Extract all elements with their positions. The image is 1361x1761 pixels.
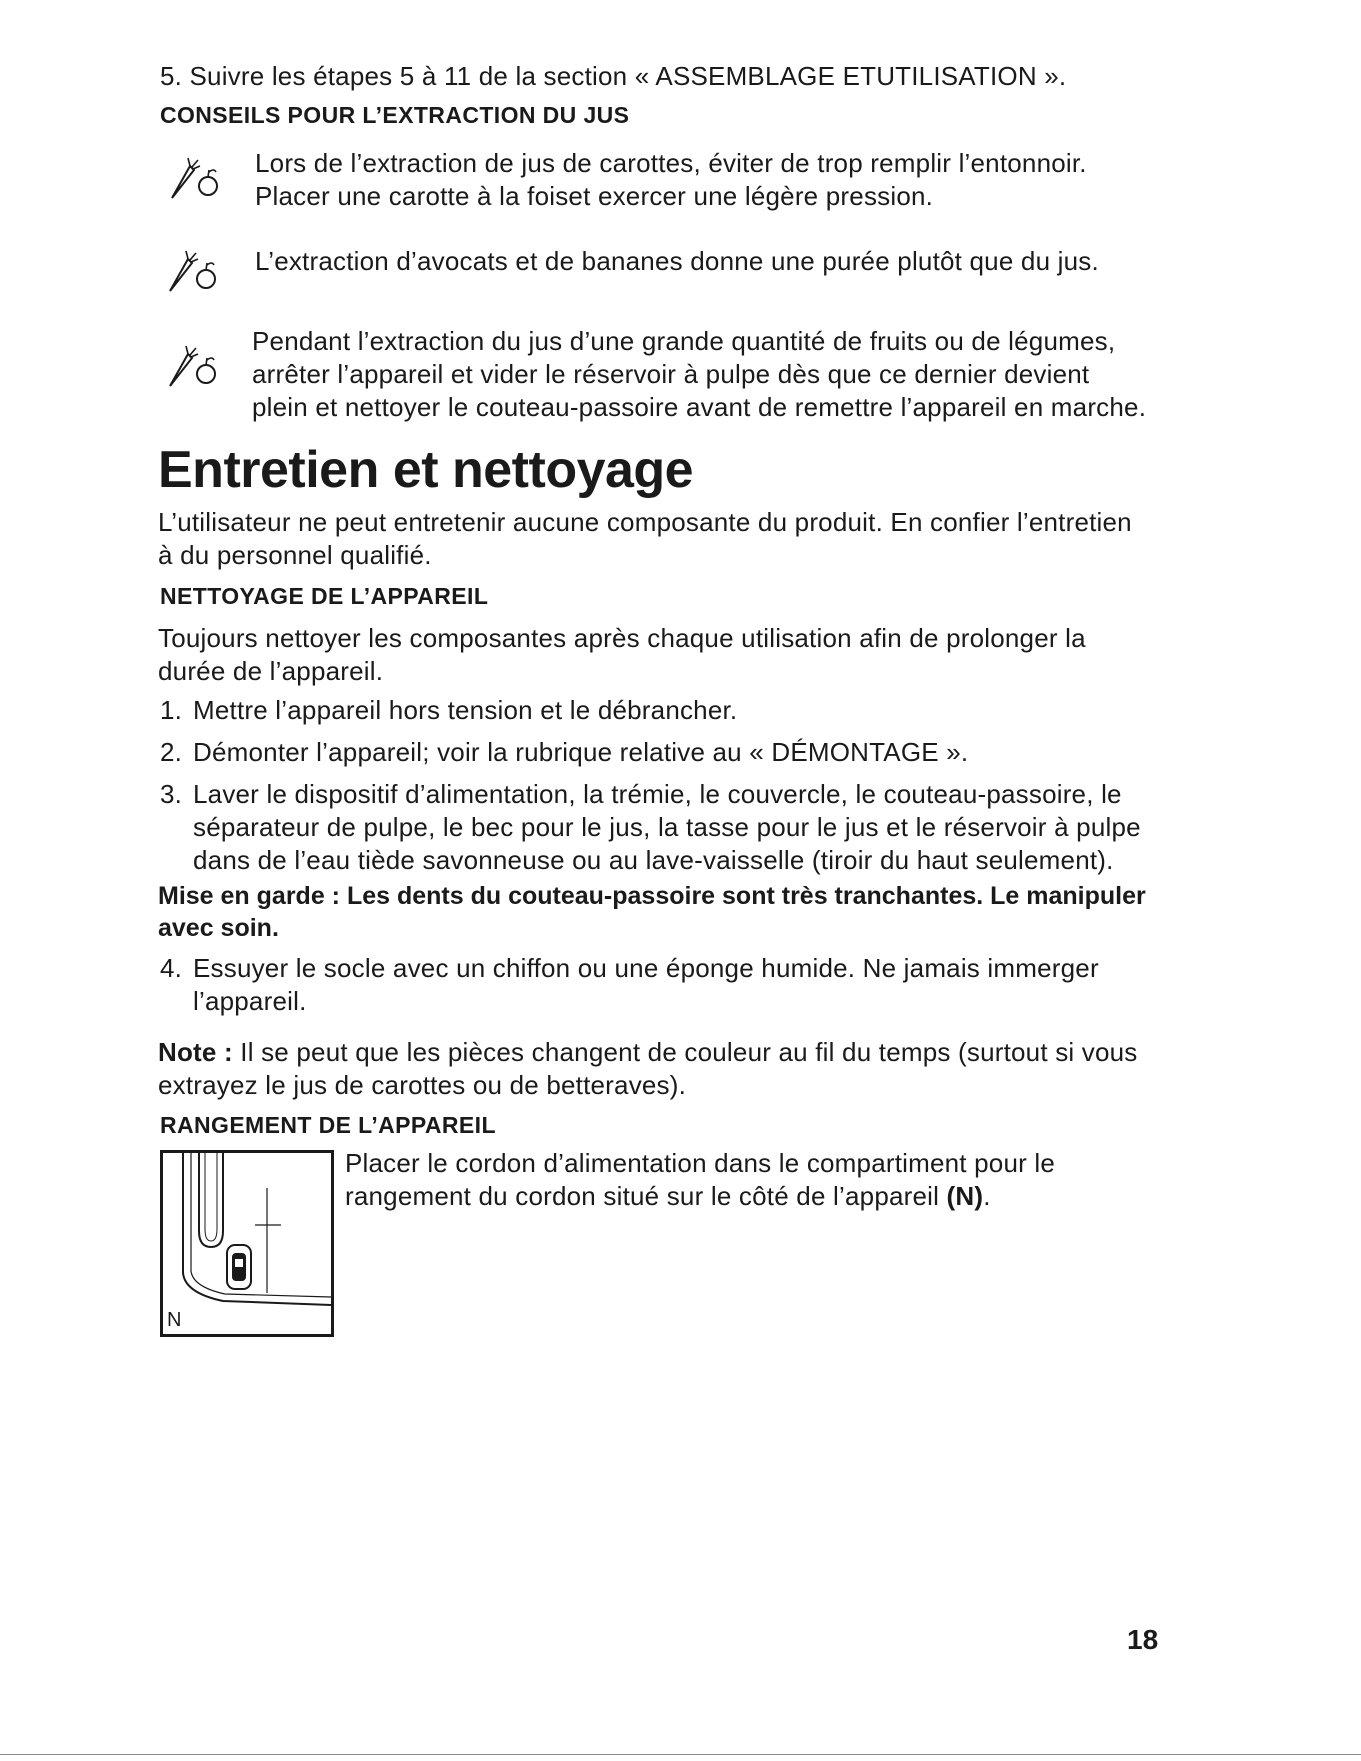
- tip-1: [255, 147, 1087, 213]
- page-number: 18: [1127, 1624, 1159, 1655]
- step-5: 5. Suivre les étapes 5 à 11 de la section « ASSEMBLAGE ETUTILISATION ».: [160, 61, 1067, 91]
- warning-line-2: avec soin.: [158, 914, 279, 942]
- nettoyage-intro-line-1: Toujours nettoyer les composantes après chaque utilisation afin de prolonger la: [158, 623, 1086, 653]
- step-1: [160, 694, 1170, 727]
- step-number: 2.: [160, 737, 183, 767]
- step-number: 1.: [160, 695, 183, 725]
- nettoyage-heading: NETTOYAGE DE L’APPAREIL: [160, 583, 489, 609]
- rangement-line-2: rangement du cordon situé sur le côté de l’appareil (N).: [345, 1181, 991, 1211]
- tip-1-line-1: Lors de l’extraction de jus de carottes, éviter de trop remplir l’entonnoir.: [255, 148, 1087, 178]
- rangement-heading: RANGEMENT DE L’APPAREIL: [160, 1112, 496, 1138]
- note: [158, 1036, 1138, 1102]
- step-2: [160, 736, 1170, 769]
- figure-label-n: N: [167, 1309, 182, 1331]
- step-number: 4.: [160, 953, 183, 983]
- entretien-intro: [158, 506, 1132, 572]
- nettoyage-intro: [158, 622, 1086, 688]
- note-text-2: extrayez le jus de carottes ou de betteraves).: [158, 1070, 687, 1100]
- tip-3-line-1: Pendant l’extraction du jus d’une grande quantité de fruits ou de légumes,: [252, 326, 1116, 356]
- warning-callout: [158, 880, 1146, 944]
- tip-3: [252, 325, 1146, 424]
- warning-line-1: Mise en garde : Les dents du couteau-passoire sont très tranchantes. Le manipuler: [158, 882, 1146, 910]
- conseils-heading: CONSEILS POUR L’EXTRACTION DU JUS: [160, 102, 630, 128]
- step-number: 3.: [160, 779, 183, 809]
- carrot-apple-icon: [166, 340, 222, 390]
- tip-1-line-2: Placer une carotte à la foiset exercer une légère pression.: [255, 181, 934, 211]
- nettoyage-intro-line-2: durée de l’appareil.: [158, 656, 384, 686]
- carrot-apple-icon: [166, 245, 222, 295]
- tip-3-line-3: plein et nettoyer le couteau-passoire avant de remettre l’appareil en marche.: [252, 392, 1147, 422]
- step-text: Démonter l’appareil; voir la rubrique relative au « DÉMONTAGE ».: [193, 737, 969, 767]
- tip-2: [255, 245, 1099, 278]
- note-label: Note :: [158, 1037, 233, 1067]
- section-title: Entretien et nettoyage: [158, 441, 694, 499]
- step-text: Essuyer le socle avec un chiffon ou une éponge humide. Ne jamais immerger: [193, 953, 1099, 983]
- entretien-intro-line-1: L’utilisateur ne peut entretenir aucune composante du produit. En confier l’entretien: [158, 507, 1132, 537]
- entretien-intro-line-2: à du personnel qualifié.: [158, 540, 432, 570]
- step-text: Mettre l’appareil hors tension et le débrancher.: [193, 695, 738, 725]
- appliance-side-illustration: [163, 1153, 331, 1334]
- carrot-apple-icon: [168, 152, 224, 202]
- step-3: [160, 778, 1170, 877]
- step-4: [160, 952, 1099, 1018]
- rangement-text: [345, 1147, 1055, 1213]
- rangement-line-1: Placer le cordon d’alimentation dans le compartiment pour le: [345, 1148, 1056, 1178]
- step-text: séparateur de pulpe, le bec pour le jus, la tasse pour le jus et le réservoir à pulpe: [193, 812, 1141, 842]
- bottom-rule: [0, 1754, 1361, 1755]
- figure-ref-n: (N): [946, 1181, 984, 1211]
- figure-cord-storage: [160, 1150, 334, 1337]
- step-text: Laver le dispositif d’alimentation, la trémie, le couvercle, le couteau-passoire, le: [193, 779, 1122, 809]
- cleaning-steps: [160, 694, 1170, 877]
- tip-2-line-1: L’extraction d’avocats et de bananes donne une purée plutôt que du jus.: [255, 246, 1099, 276]
- note-text-1: Il se peut que les pièces changent de couleur au fil du temps (surtout si vous: [232, 1037, 1138, 1067]
- step-text: l’appareil.: [193, 986, 307, 1016]
- step-text: dans de l’eau tiède savonneuse ou au lave-vaisselle (tiroir du haut seulement).: [193, 845, 1114, 875]
- tip-3-line-2: arrêter l’appareil et vider le réservoir à pulpe dès que ce dernier devient: [252, 359, 1090, 389]
